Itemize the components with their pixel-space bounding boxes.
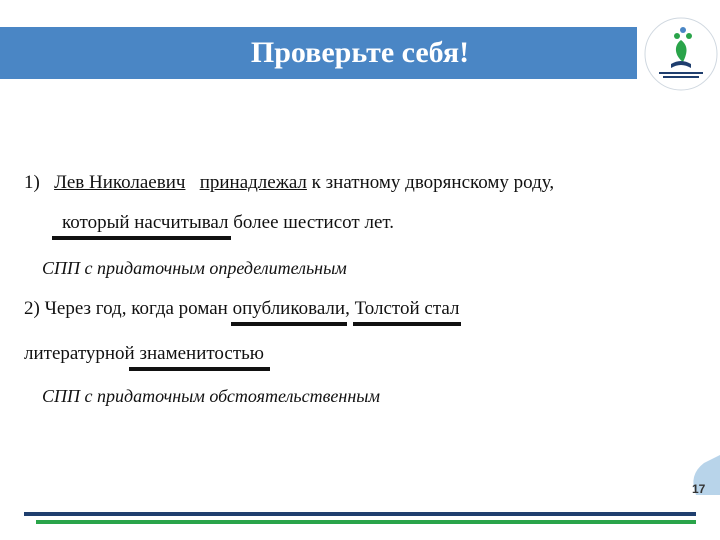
sentence-1-rest: к знатному дворянскому роду,: [311, 172, 555, 193]
footer-line-dark: [24, 512, 696, 516]
sentence-1-line-1: [24, 172, 554, 194]
item-number: 1): [24, 172, 40, 193]
page-number: 17: [692, 482, 706, 496]
relative-pronoun-word: который: [62, 212, 130, 233]
sentence-1-tail: более шестисот лет.: [233, 212, 394, 233]
tolstoy-word: Толстой: [354, 298, 420, 319]
school-logo-icon: [643, 16, 719, 92]
sentence-2-start: 2) Через год, когда роман: [24, 298, 228, 319]
sentence-1-type: СПП с придаточным определительным: [42, 258, 347, 278]
sentence-2-line-1: [24, 298, 459, 320]
slide-title: Проверьте себя!: [250, 36, 470, 69]
subject-word: Лев Николаевич: [54, 172, 186, 193]
became-word: стал: [424, 298, 460, 319]
sentence-1-line-2: [62, 212, 394, 234]
fame-word: знаменитостью: [139, 343, 264, 364]
sentence-2-line-2: [24, 343, 264, 365]
comma: ,: [345, 298, 350, 319]
published-word: опубликовали: [232, 298, 346, 319]
clause-predicate-word: насчитывал: [134, 212, 229, 233]
footer-line-green: [36, 520, 696, 524]
literary-word: литературной: [24, 343, 135, 364]
sentence-2-type: СПП с придаточным обстоятельственным: [42, 386, 380, 406]
predicate-word: принадлежал: [199, 172, 307, 193]
